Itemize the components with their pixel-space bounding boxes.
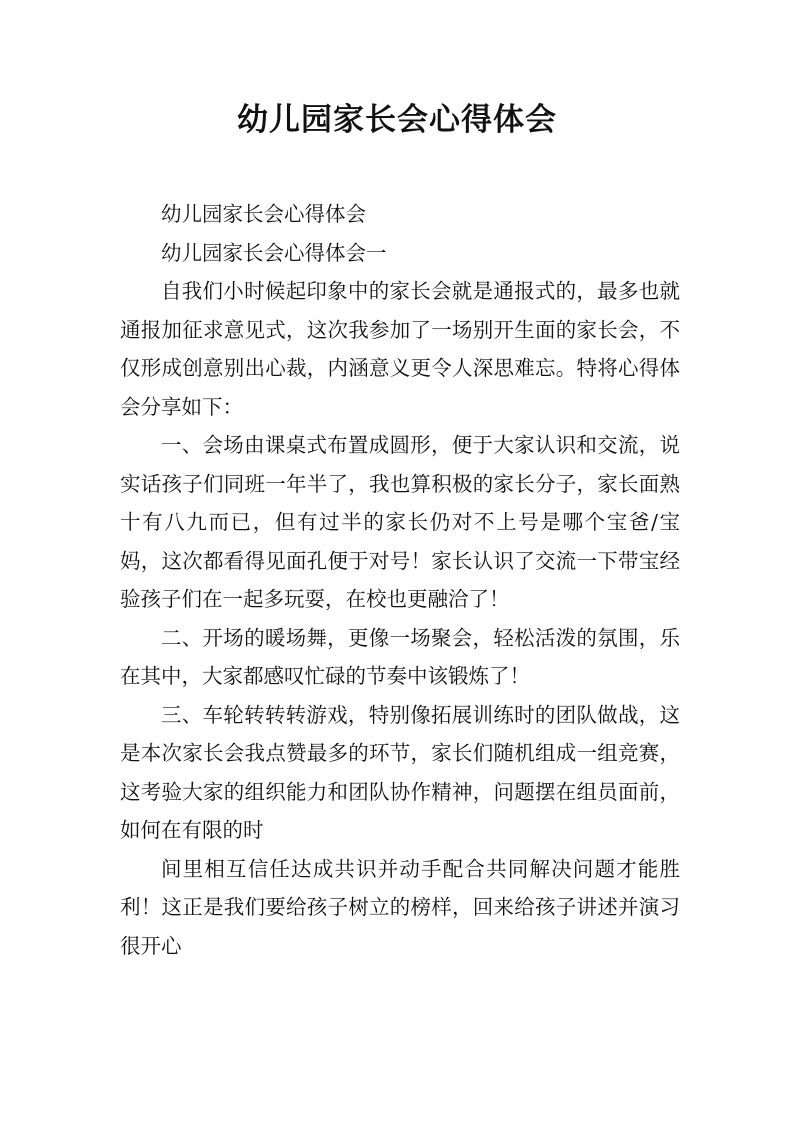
paragraph-continuation: 间里相互信任达成共识并动手配合共同解决问题才能胜利！这正是我们要给孩子树立的榜样，回来给孩子讲述并演习很开心 — [120, 856, 680, 958]
paragraph-point-one: 一、会场由课桌式布置成圆形，便于大家认识和交流，说实话孩子们同班一年半了，我也算积极的家长分子，家长面熟十有八九而已，但有过半的家长仍对不上号是哪个宝爸/宝妈，这次都看得见面孔便于对号！家长认识了交流一下带宝经验孩子们在一起多玩耍，在校也更融洽了！ — [120, 433, 680, 611]
paragraph-point-two: 二、开场的暖场舞，更像一场聚会，轻松活泼的氛围，乐在其中，大家都感叹忙碌的节奏中该锻炼了！ — [120, 625, 680, 688]
paragraph-subheading: 幼儿园家长会心得体会一 — [161, 240, 387, 265]
document-title: 幼儿园家长会心得体会 — [237, 102, 557, 138]
paragraph-heading: 幼儿园家长会心得体会 — [161, 202, 366, 226]
document-body — [120, 195, 680, 965]
paragraph-point-three: 三、车轮转转转游戏，特别像拓展训练时的团队做战，这是本次家长会我点赞最多的环节，家长们随机组成一组竞赛，这考验大家的组织能力和团队协作精神，问题摆在组员面前，如何在有限的时 — [120, 702, 680, 842]
paragraph-intro: 自我们小时候起印象中的家长会就是通报式的，最多也就通报加征求意见式，这次我参加了一场别开生面的家长会，不仅形成创意别出心裁，内涵意义更令人深思难忘。特将心得体会分享如下： — [120, 279, 680, 419]
